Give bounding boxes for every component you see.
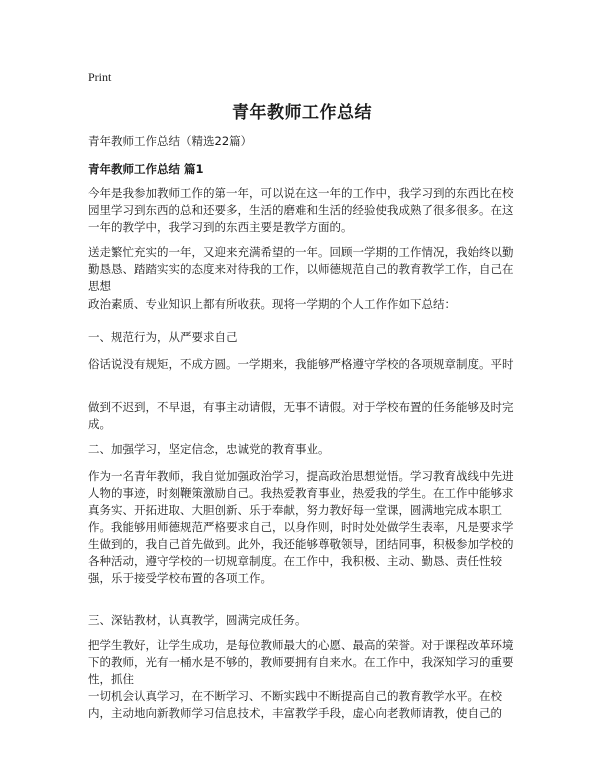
paragraph-teaching: 把学生教好，让学生成功，是每位教师最大的心愿、最高的荣誉。对于课程改革环境下的教师，光有一桶水是不够的，教师要拥有自来水。在工作中，我深知学习的重要性，抓住 [88, 638, 514, 686]
heading-point-3: 三、深钻教材，认真教学，圆满完成任务。 [88, 613, 307, 627]
paragraph-review: 送走繁忙充实的一年，又迎来充满希望的一年。回顾一学期的工作情况，我始终以勤勤恳恳、踏踏实实的态度来对待我的工作，以师德规范自己的教育教学工作，自己在思想 [88, 245, 514, 293]
heading-point-2: 二、加强学习，坚定信念，忠诚党的教育事业。 [88, 442, 330, 456]
paragraph-learning: 一切机会认真学习，在不断学习、不断实践中不断提高自己的教育教学水平。在校内，主动地向新教师学习信息技术，丰富教学手段，虚心向老教师请教，使自己的 [88, 689, 502, 720]
paragraph-summary-lead: 政治素质、专业知识上都有所收获。现将一学期的个人工作作如下总结： [88, 297, 456, 311]
paragraph-intro: 今年是我参加教师工作的第一年，可以说在这一年的工作中，我学习到的东西比在校园里学习到东西的总和还要多，生活的磨难和生活的经验使我成熟了很多很多。在这一年的教学中，我学习到的东西主要是教学方面的。 [88, 186, 514, 234]
document-subtitle: 青年教师工作总结（精选22篇） [88, 134, 253, 148]
print-link[interactable]: Print [88, 70, 112, 84]
paragraph-rules: 俗话说没有规矩，不成方圆。一学期来，我能够严格遵守学校的各项规章制度。平时 [88, 357, 514, 371]
paragraph-attendance: 做到不迟到，不早退，有事主动请假，无事不请假。对于学校布置的任务能够及时完成。 [88, 400, 514, 431]
page-title: 青年教师工作总结 [232, 103, 372, 123]
paragraph-study: 作为一名青年教师，我自觉加强政治学习，提高政治思想觉悟。学习教育战线中先进人物的事迹，时刻鞭策激励自己。我热爱教育事业，热爱我的学生。在工作中能够求真务实、开拓进取、大胆创新、乐于奉献，努力教好每一堂课，圆满地完成本职工作。我能够用师德规范严格要求自己，以身作则，时时处处做学生表率，凡是要求学生做到的，我自己首先做到。此外，我还能够尊敬领导，团结同事，积极参加学校的各种活动，遵守学校的一切规章制度。在工作中，我积极、主动、勤恳、责任性较强，乐于接受学校布置的各项工作。 [88, 469, 514, 585]
section-heading: 青年教师工作总结 篇1 [88, 162, 204, 176]
heading-point-1: 一、规范行为，从严要求自己 [88, 330, 238, 344]
